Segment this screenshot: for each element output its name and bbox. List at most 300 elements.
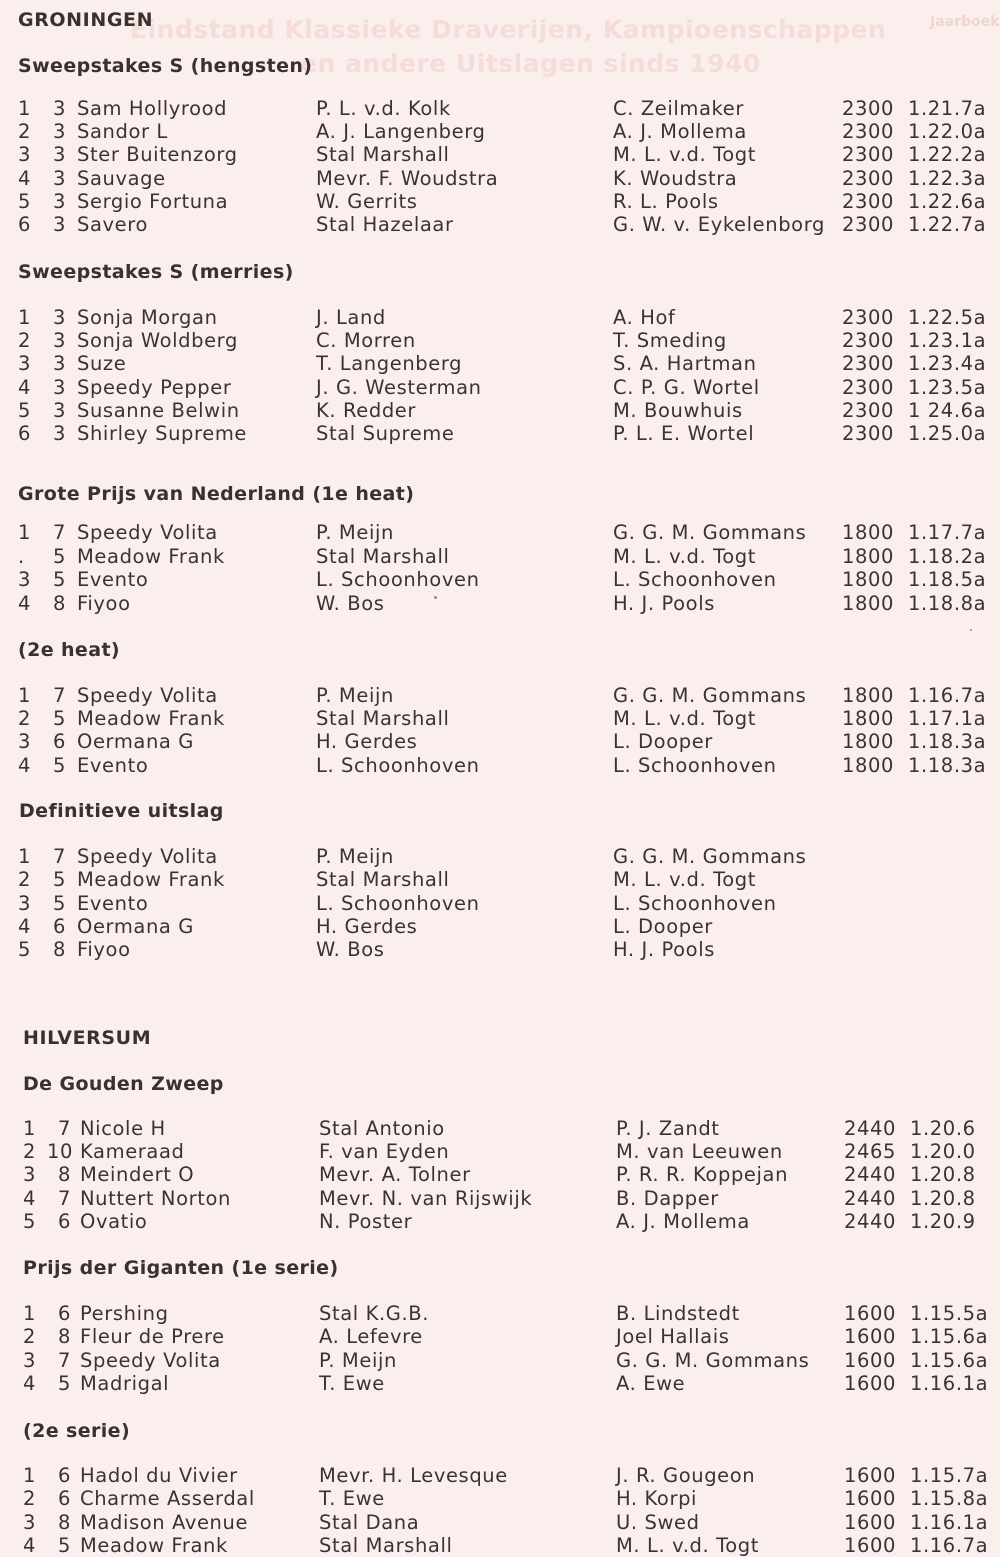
result-horse: Speedy Volita (77, 845, 218, 868)
result-row (0, 684, 1000, 707)
result-dist: 1800 (842, 568, 895, 591)
result-pos: 1 (18, 845, 32, 868)
result-driver: A. Hof (613, 306, 676, 329)
result-owner: Stal Marshall (316, 707, 450, 731)
result-dist: 2300 (842, 306, 895, 329)
result-time: 1.20.6 (910, 1117, 976, 1140)
result-owner: W. Bos (316, 938, 385, 962)
result-time: 1.15.6a (910, 1325, 989, 1349)
result-dist: 1800 (842, 591, 895, 615)
result-dist: 1800 (842, 707, 895, 731)
result-driver: G. W. v. Eykelenborg (613, 213, 825, 236)
result-horse: Charme Asserdal (80, 1487, 255, 1511)
result-row (0, 190, 1000, 213)
section-title-definitieve-uitslag: Definitieve uitslag (19, 800, 224, 822)
result-pos: 5 (23, 1209, 37, 1233)
result-row (0, 1117, 1000, 1140)
result-age: 3 (53, 329, 67, 353)
result-row (0, 730, 1000, 753)
result-owner: H. Gerdes (316, 914, 418, 938)
result-dist: 1800 (842, 544, 895, 568)
result-dist: 1600 (844, 1302, 897, 1325)
result-age: 7 (53, 521, 67, 544)
result-dist: 2440 (844, 1117, 897, 1140)
result-age: 6 (58, 1464, 72, 1487)
result-row (0, 1140, 1000, 1163)
result-driver: M. van Leeuwen (616, 1140, 783, 1164)
result-pos: 3 (23, 1163, 37, 1187)
result-age: 7 (53, 845, 67, 868)
result-row (0, 167, 1000, 190)
result-row (0, 399, 1000, 422)
result-pos: 6 (18, 213, 32, 236)
result-pos: 4 (23, 1533, 37, 1557)
result-row (0, 938, 1000, 961)
result-row (0, 306, 1000, 329)
result-owner: W. Gerrits (316, 189, 418, 213)
result-horse: Speedy Pepper (77, 375, 232, 399)
result-time: 1.22.0a (908, 120, 987, 144)
result-age: 5 (53, 868, 67, 892)
result-owner: Stal Marshall (316, 544, 450, 568)
result-dist: 1600 (844, 1533, 897, 1557)
result-horse: Ster Buitenzorg (77, 143, 238, 167)
result-dist: 2300 (842, 422, 895, 445)
result-horse: Evento (77, 568, 149, 591)
result-pos: 1 (23, 1117, 37, 1140)
result-horse: Shirley Supreme (77, 422, 248, 445)
result-dist: 1800 (842, 521, 895, 544)
result-owner: T. Ewe (319, 1371, 385, 1395)
result-time: 1.21.7a (908, 97, 987, 120)
result-age: 7 (58, 1348, 72, 1372)
result-pos: 2 (23, 1325, 37, 1349)
result-dist: 1800 (842, 730, 895, 754)
result-driver: H. J. Pools (613, 591, 715, 615)
result-dist: 1600 (844, 1487, 897, 1511)
result-driver: M. L. v.d. Togt (613, 143, 757, 167)
result-age: 3 (53, 422, 67, 445)
result-owner: F. van Eyden (319, 1140, 450, 1164)
result-pos: 1 (23, 1464, 37, 1487)
result-pos: 4 (18, 914, 32, 938)
bleed-through-subheading: en andere Uitslagen sinds 1940 (300, 49, 761, 78)
result-owner: C. Morren (316, 329, 416, 353)
result-row (0, 1534, 1000, 1557)
result-owner: K. Redder (316, 398, 417, 422)
result-owner: P. L. v.d. Kolk (316, 97, 451, 120)
result-owner: A. Lefevre (319, 1325, 423, 1349)
result-row (0, 845, 1000, 868)
result-owner: L. Schoonhoven (316, 568, 480, 591)
result-horse: Speedy Volita (77, 521, 218, 544)
result-horse: Speedy Volita (77, 684, 218, 707)
result-time: 1 24.6a (908, 398, 987, 422)
result-age: 8 (53, 938, 67, 962)
result-driver: L. Schoonhoven (613, 891, 777, 915)
result-horse: Pershing (80, 1302, 169, 1325)
result-pos: 4 (18, 375, 32, 399)
result-age: 6 (53, 914, 67, 938)
result-owner: P. Meijn (316, 521, 394, 544)
result-owner: Stal K.G.B. (319, 1302, 430, 1325)
result-pos: 3 (23, 1510, 37, 1534)
result-age: 5 (53, 753, 67, 777)
result-row (0, 1187, 1000, 1210)
result-age: 5 (53, 568, 67, 591)
result-horse: Meadow Frank (77, 707, 225, 731)
result-time: 1.18.5a (908, 568, 987, 591)
result-owner: T. Ewe (319, 1487, 385, 1511)
result-time: 1.18.8a (908, 591, 987, 615)
result-time: 1.17.1a (908, 707, 987, 731)
result-age: 5 (53, 544, 67, 568)
result-driver: M. Bouwhuis (613, 398, 743, 422)
result-horse: Fiyoo (77, 938, 131, 962)
result-owner: Stal Dana (319, 1510, 420, 1534)
result-driver: M. L. v.d. Togt (613, 707, 757, 731)
result-horse: Sergio Fortuna (77, 189, 229, 213)
result-owner: A. J. Langenberg (316, 120, 486, 144)
result-time: 1.22.6a (908, 189, 987, 213)
result-time: 1.25.0a (908, 422, 987, 445)
result-driver: A. J. Mollema (613, 120, 747, 144)
result-horse: Oermana G (77, 730, 194, 754)
result-owner: L. Schoonhoven (316, 753, 480, 777)
result-horse: Susanne Belwin (77, 398, 240, 422)
result-driver: Joel Hallais (616, 1325, 730, 1349)
result-pos: 2 (18, 120, 32, 144)
result-time: 1.18.3a (908, 753, 987, 777)
result-time: 1.20.8 (910, 1163, 976, 1187)
result-driver: K. Woudstra (613, 166, 738, 190)
result-driver: H. J. Pools (613, 938, 715, 962)
result-driver: P. J. Zandt (616, 1117, 720, 1140)
result-row (0, 1163, 1000, 1186)
result-row (0, 1210, 1000, 1233)
result-owner: W. Bos (316, 591, 385, 615)
result-time: 1.23.1a (908, 329, 987, 353)
result-dist: 2300 (842, 143, 895, 167)
result-owner: Mevr. A. Tolner (319, 1163, 471, 1187)
result-age: 6 (58, 1487, 72, 1511)
result-pos: 1 (23, 1302, 37, 1325)
result-driver: S. A. Hartman (613, 352, 757, 376)
result-pos: 1 (18, 97, 32, 120)
result-dist: 2300 (842, 166, 895, 190)
result-time: 1.20.8 (910, 1186, 976, 1210)
section-title-sweepstakes-merries: Sweepstakes S (merries) (18, 261, 294, 283)
result-horse: Suze (77, 352, 127, 376)
result-dist: 2300 (842, 329, 895, 353)
result-dist: 2440 (844, 1186, 897, 1210)
result-row (0, 892, 1000, 915)
result-dist: 1600 (844, 1348, 897, 1372)
result-driver: A. Ewe (616, 1371, 686, 1395)
result-owner: Mevr. F. Woudstra (316, 166, 499, 190)
result-horse: Nicole H (80, 1117, 166, 1140)
result-dist: 2440 (844, 1163, 897, 1187)
result-row (0, 97, 1000, 120)
result-age: 6 (58, 1209, 72, 1233)
result-dist: 2300 (842, 375, 895, 399)
result-age: 3 (53, 213, 67, 236)
result-time: 1.20.9 (910, 1209, 976, 1233)
result-age: 5 (53, 707, 67, 731)
result-row (0, 120, 1000, 143)
result-driver: H. Korpi (616, 1487, 698, 1511)
result-age: 3 (53, 375, 67, 399)
result-row (0, 868, 1000, 891)
result-driver: G. G. M. Gommans (616, 1348, 810, 1372)
result-horse: Sonja Morgan (77, 306, 218, 329)
result-dist: 2300 (842, 213, 895, 236)
result-horse: Savero (77, 213, 148, 236)
result-pos: 3 (23, 1348, 37, 1372)
result-pos: 6 (18, 422, 32, 445)
result-owner: J. G. Westerman (316, 375, 482, 399)
result-owner: Stal Marshall (316, 868, 450, 892)
result-dist: 1600 (844, 1371, 897, 1395)
result-pos: 4 (23, 1186, 37, 1210)
result-driver: G. G. M. Gommans (613, 845, 807, 868)
result-dist: 2300 (842, 398, 895, 422)
section-title-sweepstakes-hengsten: Sweepstakes S (hengsten) (18, 55, 313, 77)
result-age: 7 (58, 1117, 72, 1140)
result-driver: G. G. M. Gommans (613, 521, 807, 544)
result-driver: C. Zeilmaker (613, 97, 744, 120)
result-pos: 2 (23, 1140, 37, 1164)
result-pos: 1 (18, 684, 32, 707)
result-driver: M. L. v.d. Togt (613, 868, 757, 892)
result-age: 8 (58, 1510, 72, 1534)
result-time: 1.16.1a (910, 1371, 989, 1395)
result-age: 6 (58, 1302, 72, 1325)
result-driver: C. P. G. Wortel (613, 375, 760, 399)
result-time: 1.16.7a (908, 684, 987, 707)
result-age: 10 (47, 1140, 74, 1164)
result-time: 1.22.2a (908, 143, 987, 167)
result-age: 3 (53, 352, 67, 376)
result-horse: Meadow Frank (80, 1533, 228, 1557)
result-row (0, 352, 1000, 375)
result-horse: Meadow Frank (77, 868, 225, 892)
result-driver: L. Schoonhoven (613, 753, 777, 777)
result-row (0, 1302, 1000, 1325)
result-row (0, 1511, 1000, 1534)
result-owner: L. Schoonhoven (316, 891, 480, 915)
result-horse: Sonja Woldberg (77, 329, 238, 353)
result-pos: 2 (18, 707, 32, 731)
result-pos: 3 (18, 352, 32, 376)
result-dist: 1600 (844, 1464, 897, 1487)
result-time: 1.15.6a (910, 1348, 989, 1372)
result-horse: Sauvage (77, 166, 166, 190)
result-driver: G. G. M. Gommans (613, 684, 807, 707)
result-row (0, 422, 1000, 445)
result-dist: 1800 (842, 753, 895, 777)
result-row (0, 1487, 1000, 1510)
result-horse: Oermana G (77, 914, 194, 938)
result-age: 8 (58, 1163, 72, 1187)
result-row (0, 915, 1000, 938)
result-time: 1.18.3a (908, 730, 987, 754)
section-title-gouden-zweep: De Gouden Zweep (23, 1073, 224, 1095)
result-row (0, 213, 1000, 236)
result-time: 1.15.8a (910, 1487, 989, 1511)
result-age: 6 (53, 730, 67, 754)
result-pos: 5 (18, 938, 32, 962)
result-horse: Meindert O (80, 1163, 195, 1187)
result-driver: P. R. R. Koppejan (616, 1163, 789, 1187)
result-owner: Mevr. N. van Rijswijk (319, 1186, 533, 1210)
result-owner: Stal Hazelaar (316, 213, 454, 236)
result-time: 1.23.4a (908, 352, 987, 376)
result-owner: H. Gerdes (316, 730, 418, 754)
result-dist: 2300 (842, 352, 895, 376)
result-row (0, 707, 1000, 730)
result-time: 1.23.5a (908, 375, 987, 399)
bleed-through-heading: Eindstand Klassieke Draverijen, Kampioenschappen (130, 15, 887, 44)
result-row (0, 568, 1000, 591)
result-row (0, 1464, 1000, 1487)
result-pos: 1 (18, 521, 32, 544)
result-owner: Mevr. H. Levesque (319, 1464, 508, 1487)
result-dist: 2300 (842, 189, 895, 213)
result-pos: 3 (18, 143, 32, 167)
result-time: 1.16.7a (910, 1533, 989, 1557)
result-horse: Madrigal (80, 1371, 170, 1395)
result-pos: 4 (18, 166, 32, 190)
result-time: 1.18.2a (908, 544, 987, 568)
result-driver: L. Dooper (613, 914, 713, 938)
result-row (0, 376, 1000, 399)
result-horse: Fleur de Prere (80, 1325, 225, 1349)
result-age: 7 (53, 684, 67, 707)
result-horse: Speedy Volita (80, 1348, 221, 1372)
result-driver: J. R. Gougeon (616, 1464, 756, 1487)
section-title-giganten-serie1: Prijs der Giganten (1e serie) (23, 1257, 339, 1279)
result-driver: M. L. v.d. Togt (616, 1533, 760, 1557)
result-owner: P. Meijn (316, 684, 394, 707)
result-dist: 1800 (842, 684, 895, 707)
result-horse: Kameraad (80, 1140, 185, 1164)
result-pos: . (18, 544, 25, 568)
result-dist: 2300 (842, 97, 895, 120)
result-driver: B. Lindstedt (616, 1302, 740, 1325)
result-row (0, 329, 1000, 352)
result-driver: T. Smeding (613, 329, 727, 353)
result-driver: R. L. Pools (613, 189, 719, 213)
result-driver: M. L. v.d. Togt (613, 544, 757, 568)
result-driver: B. Dapper (616, 1186, 719, 1210)
result-time: 1.22.3a (908, 166, 987, 190)
result-row (0, 754, 1000, 777)
result-owner: N. Poster (319, 1209, 413, 1233)
result-horse: Evento (77, 891, 149, 915)
result-dist: 1600 (844, 1325, 897, 1349)
result-pos: 4 (18, 591, 32, 615)
result-owner: Stal Marshall (319, 1533, 453, 1557)
result-age: 5 (58, 1371, 72, 1395)
result-driver: L. Schoonhoven (613, 568, 777, 591)
result-row (0, 545, 1000, 568)
result-pos: 2 (18, 868, 32, 892)
result-age: 3 (53, 166, 67, 190)
result-horse: Fiyoo (77, 591, 131, 615)
result-dist: 2465 (844, 1140, 897, 1164)
result-horse: Sandor L (77, 120, 168, 144)
result-pos: 2 (18, 329, 32, 353)
section-title-grote-prijs-heat2: (2e heat) (18, 639, 121, 661)
result-pos: 1 (18, 306, 32, 329)
result-horse: Sam Hollyrood (77, 97, 228, 120)
section-title-grote-prijs-heat1: Grote Prijs van Nederland (1e heat) (18, 483, 415, 505)
result-age: 5 (53, 891, 67, 915)
result-horse: Madison Avenue (80, 1510, 249, 1534)
result-horse: Evento (77, 753, 149, 777)
result-pos: 2 (23, 1487, 37, 1511)
result-dist: 1600 (844, 1510, 897, 1534)
print-speck (970, 629, 972, 631)
result-pos: 4 (18, 753, 32, 777)
result-age: 3 (53, 97, 67, 120)
result-time: 1.22.7a (908, 213, 987, 236)
result-pos: 4 (23, 1371, 37, 1395)
result-horse: Hadol du Vivier (80, 1464, 238, 1487)
result-row (0, 521, 1000, 544)
result-time: 1.17.7a (908, 521, 987, 544)
result-pos: 3 (18, 730, 32, 754)
result-driver: A. J. Mollema (616, 1209, 750, 1233)
result-owner: J. Land (316, 306, 386, 329)
result-row (0, 1372, 1000, 1395)
result-age: 5 (58, 1533, 72, 1557)
result-row (0, 592, 1000, 615)
result-horse: Nuttert Norton (80, 1186, 231, 1210)
result-time: 1.15.7a (910, 1464, 989, 1487)
result-owner: P. Meijn (316, 845, 394, 868)
result-age: 3 (53, 189, 67, 213)
result-driver: L. Dooper (613, 730, 713, 754)
result-owner: Stal Marshall (316, 143, 450, 167)
result-age: 8 (58, 1325, 72, 1349)
result-row (0, 1349, 1000, 1372)
result-age: 3 (53, 398, 67, 422)
result-pos: 3 (18, 891, 32, 915)
city-heading-hilversum: HILVERSUM (23, 1027, 152, 1049)
result-age: 7 (58, 1186, 72, 1210)
result-pos: 5 (18, 398, 32, 422)
result-owner: T. Langenberg (316, 352, 463, 376)
result-age: 3 (53, 143, 67, 167)
result-horse: Ovatio (80, 1209, 148, 1233)
result-driver: U. Swed (616, 1510, 700, 1534)
result-owner: Stal Supreme (316, 422, 455, 445)
result-age: 3 (53, 306, 67, 329)
result-time: 1.15.5a (910, 1302, 989, 1325)
result-owner: Stal Antonio (319, 1117, 445, 1140)
result-time: 1.16.1a (910, 1510, 989, 1534)
corner-label: Jaarboek (930, 14, 1000, 30)
result-row (0, 143, 1000, 166)
result-time: 1.22.5a (908, 306, 987, 329)
result-driver: P. L. E. Wortel (613, 422, 755, 445)
result-owner: P. Meijn (319, 1348, 397, 1372)
city-heading-groningen: GRONINGEN (18, 9, 154, 31)
result-time: 1.20.0 (910, 1140, 976, 1164)
section-title-giganten-serie2: (2e serie) (23, 1420, 131, 1442)
